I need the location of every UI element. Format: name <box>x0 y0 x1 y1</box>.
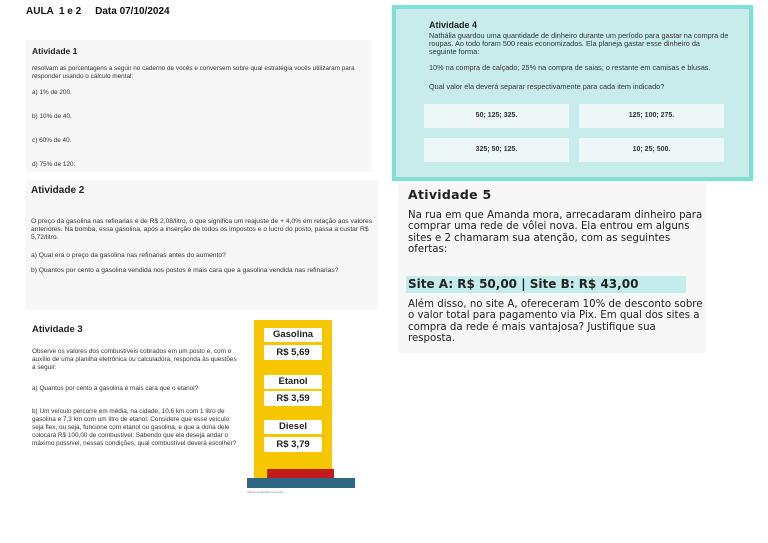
activity-2-question-b: b) Quantos por cento a gasolina vendida nos postos é mais cara que a gasolina vendida nas refinarias? <box>31 267 339 274</box>
activity-5-text: Na rua em que Amanda mora, arrecadaram dinheiro para comprar uma rede de vôlei nova. Ela entrou em alguns sites e 2 chamaram sua atenção, com as seguintes ofertas: <box>408 210 703 255</box>
activity-2-card <box>26 180 378 310</box>
fuel-name-diesel: Diesel <box>264 420 322 434</box>
activity-5-title: Atividade 5 <box>408 187 492 202</box>
activity-1-card <box>26 40 372 172</box>
activity-5-offers-highlight: Site A: R$ 50,00 | Site B: R$ 43,00 <box>406 276 686 293</box>
page-header <box>26 6 170 17</box>
fuel-price-diesel: R$ 3,79 <box>264 437 322 452</box>
activity-4-option[interactable]: 125; 100; 275. <box>579 104 724 128</box>
activity-1-item: c) 60% de 40. <box>32 137 72 144</box>
activity-1-item: a) 1% de 200. <box>32 89 72 96</box>
activity-3-intro: Observe os valores dos combustíveis cobrados em um posto e, com o auxílio de uma planilha eletrônica ou calculadora, responda às questões a seguir: <box>32 348 237 371</box>
activity-4-title: Atividade 4 <box>429 20 478 30</box>
activity-2-text: O preço da gasolina nas refinarias é de R$ 2,08/litro, o que significa um reajuste de + 4,0% em relação aos valores anteriores. Na bomba, essa gasolina, após a inserção de todos os impostos e o lucro do posto, passa a custar R$ 5,72/litro. <box>31 218 373 242</box>
fuel-price-sign <box>254 320 332 478</box>
activity-5-text: Além disso, no site A, ofereceram 10% de desconto sobre o valor total para pagamento via Pix. Em qual dos sites a compra da rede é mais vantajosa? Justifique sua resposta. <box>408 299 703 344</box>
activity-1-item: d) 75% de 120. <box>32 161 76 168</box>
fuel-price-etanol: R$ 3,59 <box>264 391 322 406</box>
activity-1-item: b) 10% de 40. <box>32 113 72 120</box>
sign-caption: Tabela produzida pelo autor <box>247 490 285 494</box>
sign-base-red <box>267 469 334 478</box>
fuel-name-gasolina: Gasolina <box>264 328 322 342</box>
fuel-price-gasolina: R$ 5,69 <box>264 345 322 360</box>
activity-1-intro: resolvam as porcentagens a seguir no caderno de vocês e conversem sobre qual estratégia vocês utilizaram para responder usando o cálculo mental: <box>32 65 355 80</box>
activity-4-text: 10% na compra de calçado; 25% na compra de saias; o restante em camisas e blusas. <box>429 63 711 72</box>
activity-3-question-b: b) Um veículo percorre em média, na cidade, 10,6 km com 1 litro de gasolina e 7,3 km com um litro de etanol. Considere que esse veículo seja flex, ou seja, funcione com etanol ou gasolina, e que a dona dele colocará R$ 100,00 de combustível. Sabendo que ela deseja andar o máximo possível, nessas condições, qual combustível deverá escolher? <box>32 408 237 447</box>
activity-4-option[interactable]: 50; 125; 325. <box>424 104 569 128</box>
activity-3-title: Atividade 3 <box>32 324 83 335</box>
activity-2-question-a: a) Qual era o preço da gasolina nas refinarias antes do aumento? <box>31 252 226 259</box>
activity-4-text: Nathália guardou uma quantidade de dinheiro durante um período para gastar na compra de roupas. Ao todo foram 500 reais economizados. Ela planeja gastar esse dinheiro da seguinte forma: <box>429 31 729 56</box>
activity-4-option[interactable]: 10; 25; 500. <box>579 138 724 162</box>
date-label: Data 07/10/2024 <box>95 6 170 17</box>
activity-4-question: Qual valor ela deverá separar respectivamente para cada item indicado? <box>429 82 665 91</box>
activity-4-option[interactable]: 325; 50; 125. <box>424 138 569 162</box>
activity-4-card <box>395 8 750 178</box>
activity-3-question-a: a) Quantos por cento a gasolina é mais cara que o etanol? <box>32 385 199 392</box>
lesson-label: AULA 1 e 2 <box>26 6 82 17</box>
activity-2-title: Atividade 2 <box>31 185 85 196</box>
activity-5-card <box>398 181 706 353</box>
activity-1-title: Atividade 1 <box>32 46 78 56</box>
fuel-name-etanol: Etanol <box>264 375 322 389</box>
sign-base-teal <box>247 478 355 488</box>
